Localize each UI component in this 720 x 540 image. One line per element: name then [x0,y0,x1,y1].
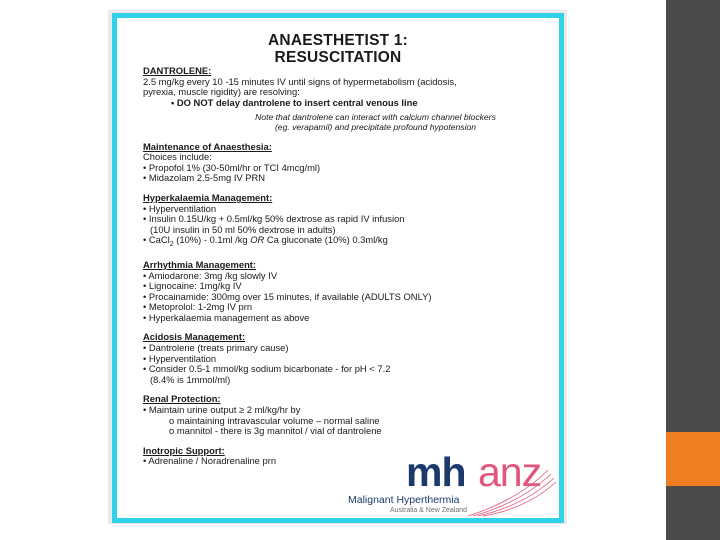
text-fragment: • CaCl [143,234,170,246]
list-item [143,235,553,251]
or-emphasis: OR [250,234,265,246]
section-heading: DANTROLENE: [143,65,212,76]
section-heading: Renal Protection: [143,393,221,405]
section-heading: Hyperkalaemia Management: [143,191,273,203]
list-item: • Dantrolene (treats primary cause) [143,342,289,354]
title-line-2: RESUSCITATION [274,49,402,66]
warning-bullet: • DO NOT delay dantrolene to insert central venous line [171,96,418,108]
list-item: • Lignocaine: 1mg/kg IV [143,280,242,292]
section-hyperkalaemia [143,193,553,251]
text-line: pyrexia, muscle rigidity) are resolving: [143,86,300,98]
section-renal [143,394,553,436]
logo-anz-text: anz [478,449,542,495]
list-item: • Hyperventilation [143,202,217,214]
list-item: • Adrenaline / Noradrenaline prn [143,455,277,467]
protocol-card [112,13,564,523]
section-heading: Acidosis Management: [143,331,246,343]
section-heading: Maintenance of Anaesthesia: [143,140,272,152]
text-line: Choices include: [143,151,212,163]
list-item-detail: (8.4% is 1mmol/ml) [150,373,231,385]
protocol-content [143,66,553,467]
list-item: • Maintain urine output ≥ 2 ml/kg/hr by [143,404,301,416]
accent-square [666,432,720,486]
section-acidosis [143,332,553,385]
list-item: • Amiodarone: 3mg /kg slowly IV [143,269,278,281]
sub-list-item: o mannitol - there is 3g mannitol / vial of dantrolene [169,425,382,437]
list-item: • Metoprolol: 1-2mg IV prn [143,301,253,313]
text-fragment: Ca gluconate (10%) 0.3ml/kg [264,234,388,246]
list-item: • Consider 0.5-1 mmol/kg sodium bicarbonate - for pH < 7.2 [143,363,391,375]
logo-region: Australia & New Zealand [390,507,468,514]
list-item: • Insulin 0.15U/kg + 0.5ml/kg 50% dextrose as rapid IV infusion [143,213,405,225]
list-item-detail: (10U insulin in 50 ml 50% dextrose in adults) [150,223,336,235]
note-line: (eg. verapamil) and precipitate profound hypotension [274,121,477,132]
section-maintenance [143,142,553,184]
mhanz-logo [348,450,558,518]
logo-mh-text: mh [406,449,466,495]
list-item: • Midazolam 2.5-5mg IV PRN [143,172,266,184]
interaction-note [143,113,553,132]
section-arrhythmia [143,260,553,324]
list-item: • Hyperkalaemia management as above [143,311,310,323]
subscript: 2 [169,241,174,249]
section-dantrolene [143,66,553,133]
list-item: • Procainamide: 300mg over 15 minutes, if available (ADULTS ONLY) [143,290,432,302]
list-item: • Hyperventilation [143,352,217,364]
note-line: Note that dantrolene can interact with calcium channel blockers [255,112,496,123]
section-heading: Inotropic Support: [143,444,225,456]
title-line-1: ANAESTHETIST 1: [268,32,408,49]
section-heading: Arrhythmia Management: [143,258,257,270]
text-line: 2.5 mg/kg every 10 -15 minutes IV until signs of hypermetabolism (acidosis, [143,75,457,87]
text-fragment: (10%) - 0.1ml /kg [173,234,251,246]
sub-list-item: o maintaining intravascular volume – normal saline [169,414,380,426]
logo-tagline: Malignant Hyperthermia [348,494,460,506]
list-item: • Propofol 1% (30-50ml/hr or TCI 4mcg/ml) [143,161,321,173]
